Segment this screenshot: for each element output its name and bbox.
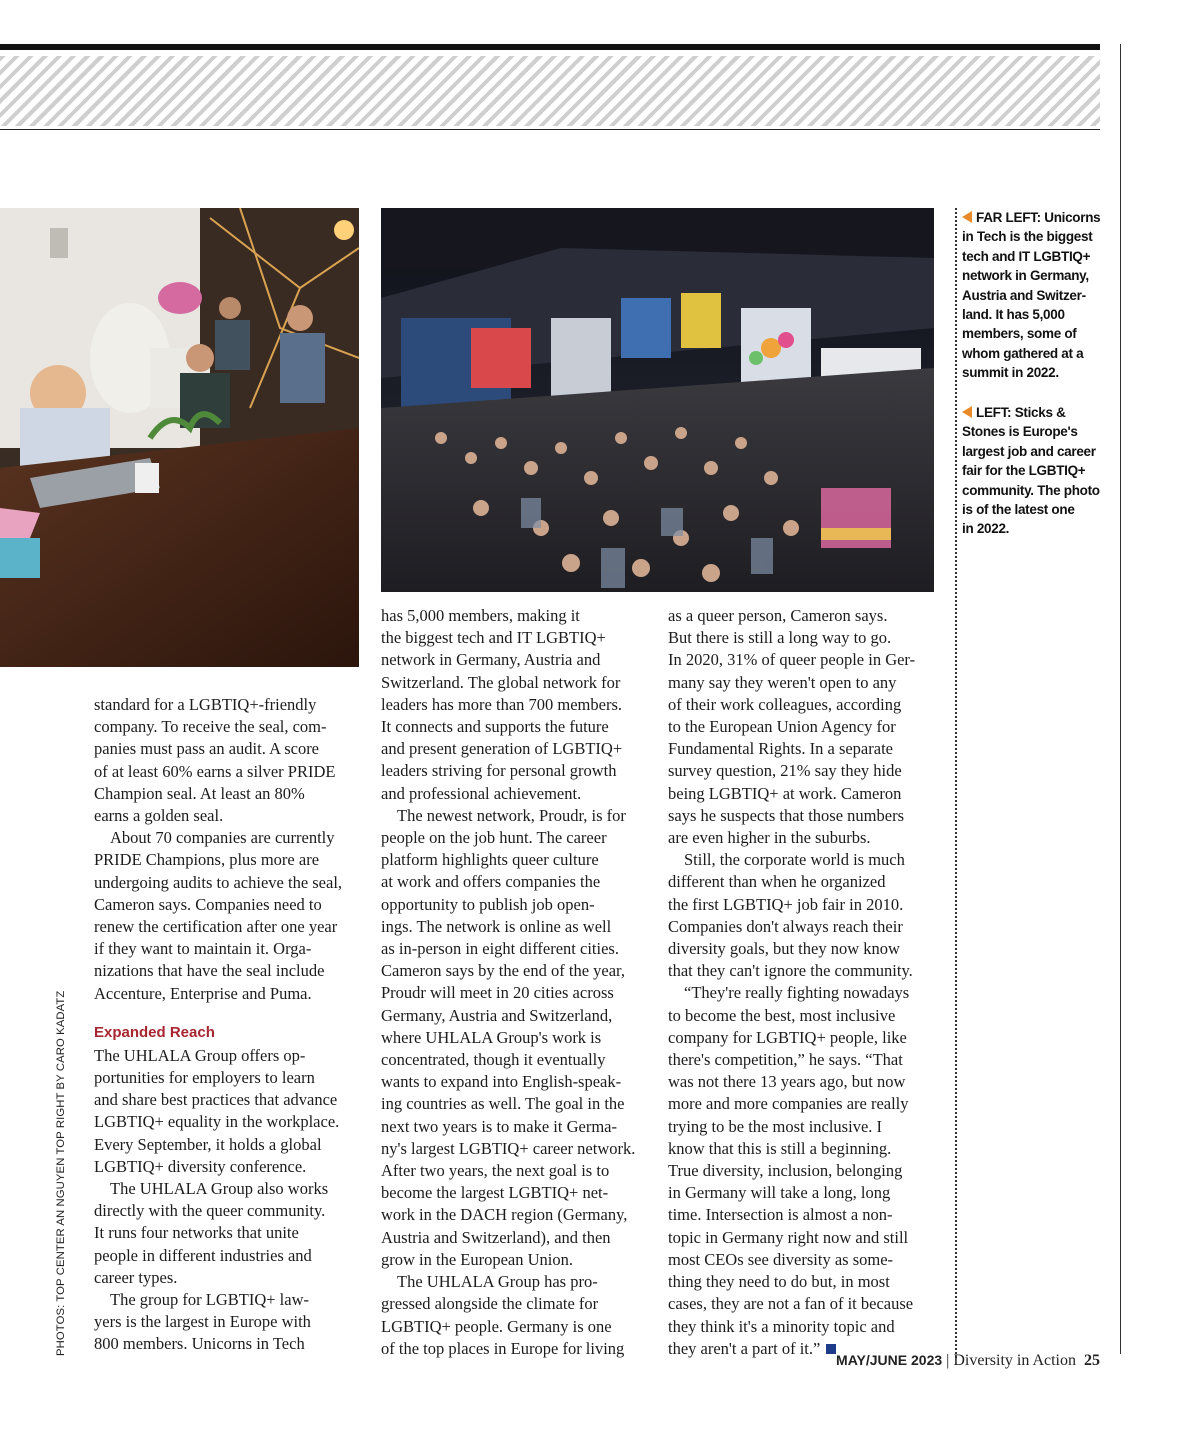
right-margin-rule [1120, 44, 1121, 1354]
photo-left-illustration [0, 208, 359, 667]
caption-text: Sticks & Stones is Europe's largest job and career fair for the LGBTIQ+ community. The photo is of the latest one in 2022. [962, 405, 1100, 537]
paragraph: The group for LGBTIQ+ law- yers is the largest in Europe with 800 members. Unicorns in Tech [94, 1290, 311, 1354]
caption-lead: FAR LEFT: [976, 210, 1041, 225]
caption-text: Unicorns in Tech is the biggest tech and IT LGBTIQ+ network in Germany, Austria and Switzer- land. It has 5,000 members, some of whom gathered at a summit in 2022. [962, 210, 1101, 381]
paragraph: The newest network, Proudr, is for people on the job hunt. The career platform highlights queer culture at work and offers companies the opportunity to publish job open- ings. The network is online as well as in-person in eight different cities. Cameron says by the end of the year, Proudr will meet in 20 cities across Germany, Austria and Switzerland, where UHLALA Group's work is concentrated, though it eventually wants to expand into English-speak- ing countries as well. The goal in the next two years is to make it Germa- ny's largest LGBTIQ+ career network. After two years, the next goal is to become the largest LGBTIQ+ net- work in the DACH region (Germany, Austria and Switzerland), and then grow in the European Union. [381, 805, 636, 1269]
paragraph [668, 982, 936, 1359]
caption-left [962, 403, 1112, 539]
subhead-expanded-reach: Expanded Reach [94, 1023, 215, 1041]
photo-center-illustration [381, 208, 934, 592]
article-column-2 [381, 605, 649, 1360]
closing-quote-text: “They're really fighting nowadays to become the best, most inclusive company for LGBTIQ+ people, like there's competition,” he says. “That was not there 13 years ago, but now more and more companies are really trying to be the most inclusive. I know that this is still a beginning. True diversity, inclusion, belonging in Germany will take a long, long time. Intersection is almost a non- topic in Germany right now and still most CEOs see diversity as some- thing they need to do but, in most cases, they are not a fan of it because they think it's a minority topic and they aren't a part of it.” [668, 983, 914, 1358]
arrow-left-icon [962, 211, 972, 223]
page-number: 25 [1084, 1352, 1100, 1369]
issue-date: MAY/JUNE 2023 [836, 1352, 943, 1368]
photo-unicorns-in-tech [0, 208, 359, 667]
caption-far-left [962, 208, 1112, 383]
footer-separator: | [946, 1352, 950, 1369]
article-column-1 [94, 694, 360, 1356]
paragraph: The UHLALA Group offers op- portunities for employers to learn and share best practices that advance LGBTIQ+ equality in the workplace. Every September, it holds a global LGBTIQ+ diversity conference. [94, 1045, 340, 1176]
paragraph: The UHLALA Group also works directly with the queer community. It runs four networks that unite people in different industries and career types. [94, 1179, 329, 1287]
header-hatch-band [0, 56, 1100, 126]
paragraph: Still, the corporate world is much different than when he organized the first LGBTIQ+ job fair in 2010. Companies don't always reach their diversity goals, but they now know that they can't ignore the community. [668, 850, 913, 981]
paragraph: has 5,000 members, making it the biggest tech and IT LGBTIQ+ network in Germany, Austria and Switzerland. The global network for leaders has more than 700 members. It connects and supports the future and present generation of LGBTIQ+ leaders striving for personal growth and professional achievement. [381, 606, 623, 803]
magazine-name: Diversity in Action [953, 1352, 1076, 1369]
page-footer [836, 1352, 1100, 1370]
caption-divider [955, 208, 957, 1358]
paragraph: The UHLALA Group has pro- gressed alongside the climate for LGBTIQ+ people. Germany is one of the top places in Europe for living [381, 1272, 625, 1358]
photo-sticks-and-stones-fair [381, 208, 934, 592]
paragraph: standard for a LGBTIQ+-friendly company. To receive the seal, com- panies must pass an audit. A score of at least 60% earns a silver PRIDE Champion seal. At least an 80% earns a golden seal. [94, 695, 336, 826]
paragraph: as a queer person, Cameron says. But there is still a long way to go. In 2020, 31% of queer people in Ger- many say they weren't open to any of their work colleagues, according to the European Union Agency for Fundamental Rights. In a separate survey question, 21% say they hide being LGBTIQ+ at work. Cameron says he suspects that those numbers are even higher in the suburbs. [668, 606, 916, 848]
header-thin-rule [0, 129, 1100, 130]
paragraph: About 70 companies are currently PRIDE Champions, plus more are undergoing audits to achieve the seal, Cameron says. Companies need to renew the certification after one year if they want to maintain it. Orga- nizations that have the seal include Accenture, Enterprise and Puma. [94, 828, 343, 1003]
article-column-3 [668, 605, 936, 1360]
caption-lead: LEFT: [976, 405, 1012, 420]
header-rule [0, 44, 1100, 50]
arrow-left-icon [962, 406, 972, 418]
photo-credit: PHOTOS: TOP CENTER AN NGUYEN TOP RIGHT BY CARO KADATZ [55, 990, 67, 1356]
end-of-article-mark [826, 1344, 836, 1354]
